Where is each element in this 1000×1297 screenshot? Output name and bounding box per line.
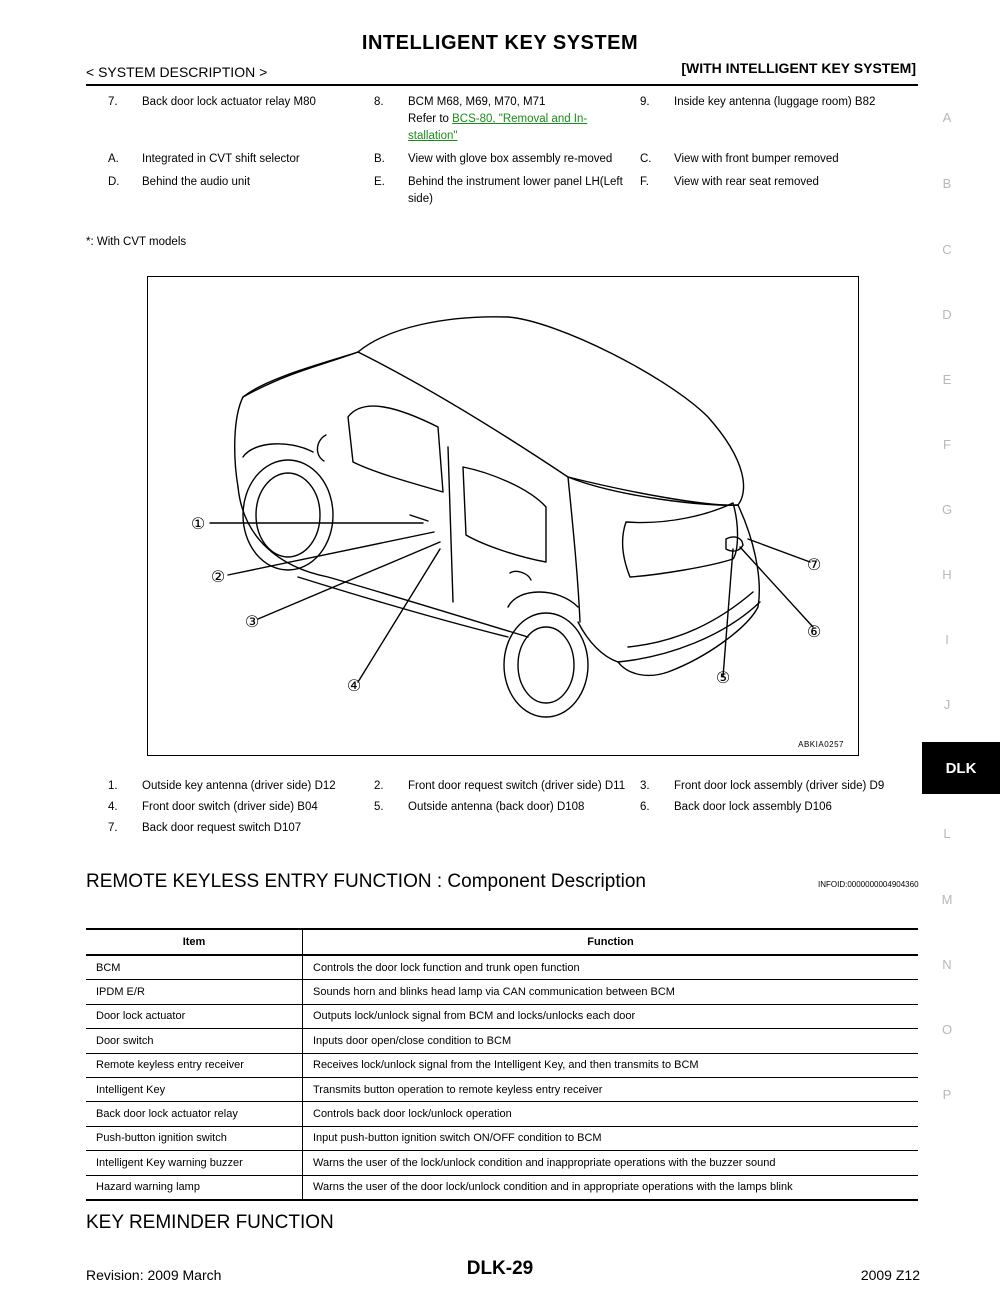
index-tab-b[interactable]: B [942,176,952,191]
legend-entry [374,174,640,208]
table-row [86,955,918,980]
index-tab-e[interactable]: E [942,372,952,387]
revision-label: Revision: 2009 March [86,1267,222,1283]
callout-3: ③ [244,612,260,631]
legend-text: View with glove box assembly re-moved [408,153,613,165]
legend-text-main: BCM M68, M69, M70, M71 [408,96,546,108]
legend-row [108,94,908,145]
legend-row [108,174,908,208]
table-row [86,980,918,1004]
legend-row [108,820,908,837]
legend-text: View with rear seat removed [674,176,819,188]
cell-function: Warns the user of the lock/unlock condition and inappropriate operations with the buzzer sound [303,1151,919,1175]
legend-row [108,778,908,795]
table-header-row [86,929,918,955]
index-tab-o[interactable]: O [941,1022,953,1037]
legend-entry [640,778,906,795]
info-id: INFOID:0000000004904360 [818,880,919,889]
callout-6: ⑥ [806,622,822,641]
table-row [86,1053,918,1077]
cell-function: Receives lock/unlock signal from the Intelligent Key, and then transmits to BCM [303,1053,919,1077]
document-title: INTELLIGENT KEY SYSTEM [361,32,639,54]
section-label: < SYSTEM DESCRIPTION > [86,64,268,80]
table-row [86,1102,918,1126]
legend-key: D. [108,176,120,188]
cell-item: Intelligent Key warning buzzer [86,1151,303,1175]
header-rule [86,84,918,86]
index-tab-l[interactable]: L [943,826,951,841]
index-tab-g[interactable]: G [941,502,953,517]
figure-code: ABKIA0257 [798,740,844,749]
legend-entry [640,799,906,816]
index-tab-n[interactable]: N [942,957,952,972]
legend-text: Back door lock assembly D106 [674,801,832,813]
legend-ref-prefix: Refer to [408,113,453,125]
cell-item: IPDM E/R [86,980,303,1004]
legend-row [108,799,908,816]
index-tab-i[interactable]: I [945,632,949,647]
legend-entry [374,94,640,145]
table-row [86,1126,918,1150]
cell-function: Transmits button operation to remote keyless entry receiver [303,1077,919,1101]
reference-link[interactable]: BCS-80, "Removal and In-stallation" [408,113,588,142]
cell-item: Door lock actuator [86,1004,303,1028]
callout-5: ⑤ [715,668,731,687]
callout-7: ⑦ [806,555,822,574]
legend-entry [108,151,374,168]
cell-item: BCM [86,955,303,980]
cell-function: Warns the user of the door lock/unlock condition and in appropriate operations with the lamps blink [303,1175,919,1200]
legend-entry [108,94,374,145]
legend-text: Outside antenna (back door) D108 [408,801,585,813]
legend-text: Front door switch (driver side) B04 [142,801,318,813]
legend-entry [108,799,374,816]
callout-1: ① [190,514,206,533]
cell-function: Controls the door lock function and trunk open function [303,955,919,980]
table-row [86,1004,918,1028]
index-tab-j[interactable]: J [943,697,951,712]
legend-entry [374,799,640,816]
vehicle-drawing [148,277,860,757]
legend-text: Back door lock actuator relay M80 [142,96,316,108]
cell-function: Outputs lock/unlock signal from BCM and locks/unlocks each door [303,1004,919,1028]
index-tab-p[interactable]: P [942,1087,952,1102]
column-header-function: Function [303,929,919,955]
cell-function: Inputs door open/close condition to BCM [303,1029,919,1053]
cell-function: Controls back door lock/unlock operation [303,1102,919,1126]
variant-label: [WITH INTELLIGENT KEY SYSTEM] [681,60,916,76]
index-tab-f[interactable]: F [943,437,951,452]
index-tab-c[interactable]: C [942,242,952,257]
legend-key: C. [640,153,652,165]
legend-key: 5. [374,801,384,813]
legend-entry [108,820,374,837]
legend-entry [374,778,640,795]
legend-entry [640,174,906,208]
legend-key: B. [374,153,385,165]
column-header-item: Item [86,929,303,955]
legend-entry [108,174,374,208]
legend-text: Integrated in CVT shift selector [142,153,300,165]
index-tab-dlk-active[interactable]: DLK [922,742,1000,794]
cell-function: Input push-button ignition switch ON/OFF condition to BCM [303,1126,919,1150]
legend-bottom [108,778,908,843]
legend-entry [640,151,906,168]
legend-top [108,94,908,214]
cell-item: Hazard warning lamp [86,1175,303,1200]
legend-text: View with front bumper removed [674,153,839,165]
callout-2: ② [210,567,226,586]
cell-item: Door switch [86,1029,303,1053]
legend-text: Front door lock assembly (driver side) D9 [674,780,885,792]
vehicle-illustration [147,276,859,756]
legend-text [408,94,628,145]
component-table [86,928,918,1201]
index-tab-a[interactable]: A [942,110,952,125]
legend-key: 4. [108,801,118,813]
cell-item: Back door lock actuator relay [86,1102,303,1126]
page-number: DLK-29 [466,1258,534,1279]
section-heading-key-reminder: KEY REMINDER FUNCTION [86,1212,334,1233]
legend-key: E. [374,176,385,188]
callout-4: ④ [346,676,362,695]
legend-key: 2. [374,780,384,792]
model-label: 2009 Z12 [860,1267,920,1283]
legend-key: 9. [640,96,650,108]
section-heading: REMOTE KEYLESS ENTRY FUNCTION : Component Description [86,871,646,892]
legend-key: F. [640,176,649,188]
footnote: *: With CVT models [86,236,187,248]
legend-entry [640,94,906,145]
index-tab-h[interactable]: H [942,567,952,582]
legend-text: Inside key antenna (luggage room) B82 [674,96,876,108]
index-tab-d[interactable]: D [942,307,952,322]
index-tab-m[interactable]: M [941,892,953,907]
cell-function: Sounds horn and blinks head lamp via CAN communication between BCM [303,980,919,1004]
legend-entry [374,151,640,168]
legend-key: 6. [640,801,650,813]
legend-key: A. [108,153,119,165]
legend-text: Behind the audio unit [142,176,251,188]
legend-key: 1. [108,780,118,792]
legend-text: Behind the instrument lower panel LH(Left side) [408,176,623,205]
table-row [86,1175,918,1200]
cell-item: Remote keyless entry receiver [86,1053,303,1077]
legend-row [108,151,908,168]
legend-entry [108,778,374,795]
legend-key: 7. [108,822,118,834]
table-row [86,1029,918,1053]
legend-text: Back door request switch D107 [142,822,302,834]
legend-key: 7. [108,96,118,108]
legend-key: 8. [374,96,384,108]
table-row [86,1077,918,1101]
legend-text: Front door request switch (driver side) D11 [408,780,626,792]
cell-item: Intelligent Key [86,1077,303,1101]
legend-key: 3. [640,780,650,792]
legend-text: Outside key antenna (driver side) D12 [142,780,336,792]
table-row [86,1151,918,1175]
cell-item: Push-button ignition switch [86,1126,303,1150]
